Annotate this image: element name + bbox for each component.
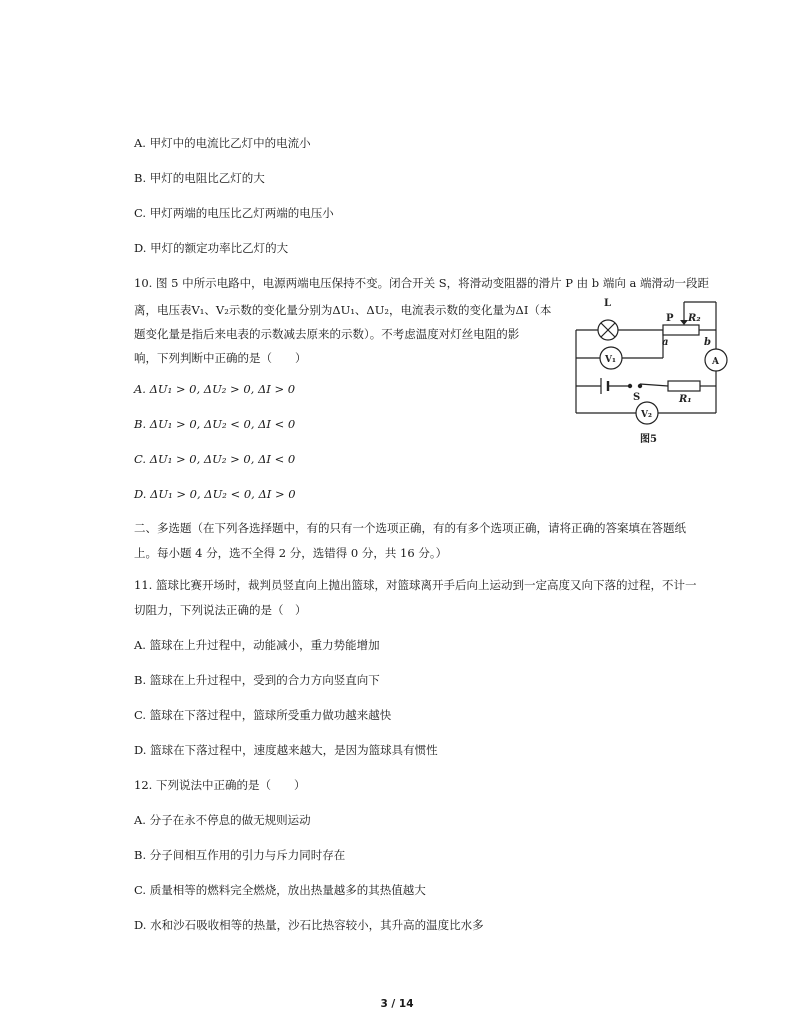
q9-option-d: D. 甲灯的额定功率比乙灯的大 (134, 241, 289, 255)
q9-option-c: C. 甲灯两端的电压比乙灯两端的电压小 (134, 206, 334, 220)
label-s: S (633, 392, 641, 403)
switch-s-symbol (628, 384, 641, 387)
q10-stem-line2: 离，电压表V₁、V₂示数的变化量分别为ΔU₁、ΔU₂，电流表示数的变化量为ΔI（本 (134, 303, 552, 317)
label-b: b (704, 337, 711, 348)
figure-caption: 图5 (640, 434, 657, 445)
q11-option-a: A. 篮球在上升过程中，动能减小，重力势能增加 (134, 638, 380, 652)
label-r1: R₁ (679, 394, 692, 405)
q9-option-b: B. 甲灯的电阻比乙灯的大 (134, 171, 265, 185)
label-r2: R₂ (688, 313, 701, 324)
q10-stem-line4: 响，下列判断中正确的是（ ） (134, 351, 307, 365)
q11-stem-line1: 11. 篮球比赛开场时，裁判员竖直向上抛出篮球，对篮球离开手后向上运动到一定高度又向下落的过程，不计一 (134, 578, 697, 592)
page-number: 3 / 14 (380, 998, 414, 1010)
battery-symbol (601, 378, 608, 394)
q12-option-a: A. 分子在永不停息的做无规则运动 (134, 813, 311, 827)
circuit-diagram-figure5 (568, 292, 728, 452)
q12-option-d: D. 水和沙石吸收相等的热量，沙石比热容较小，其升高的温度比水多 (134, 918, 484, 932)
q11-option-b: B. 篮球在上升过程中，受到的合力方向竖直向下 (134, 673, 380, 687)
q10-stem-line3: 题变化量是指后来电表的示数减去原来的示数）。不考虑温度对灯丝电阻的影 (134, 327, 520, 341)
section2-header-line1: 二、多选题（在下列各选择题中，有的只有一个选项正确，有的有多个选项正确，请将正确的答案填在答题纸 (134, 521, 686, 535)
q10-stem-line1: 10. 图 5 中所示电路中，电源两端电压保持不变。闭合开关 S，将滑动变阻器的滑片 P 由 b 端向 a 端滑动一段距 (134, 276, 709, 290)
q12-stem: 12. 下列说法中正确的是（ ） (134, 778, 306, 792)
label-v2: V₂ (641, 410, 652, 420)
rheostat-r2 (663, 325, 699, 335)
q11-stem-line2: 切阻力，下列说法正确的是（ ） (134, 603, 307, 617)
resistor-r1 (668, 381, 700, 391)
section2-header-line2: 上。每小题 4 分，选不全得 2 分，选错得 0 分，共 16 分。） (134, 546, 448, 560)
q11-option-d: D. 篮球在下落过程中，速度越来越大，是因为篮球具有惯性 (134, 743, 438, 757)
q10-option-a: A. ΔU₁ > 0, ΔU₂ > 0, ΔI > 0 (134, 382, 296, 396)
q11-option-c: C. 篮球在下落过程中，篮球所受重力做功越来越快 (134, 708, 392, 722)
slider-p-arrow (680, 312, 688, 325)
q10-option-d: D. ΔU₁ > 0, ΔU₂ < 0, ΔI > 0 (134, 487, 296, 501)
q10-option-c: C. ΔU₁ > 0, ΔU₂ > 0, ΔI < 0 (134, 452, 296, 466)
q12-option-b: B. 分子间相互作用的引力与斥力同时存在 (134, 848, 346, 862)
label-a: a (662, 337, 669, 348)
label-v1: V₁ (605, 355, 616, 365)
label-p: P (666, 313, 674, 324)
lamp-symbol (598, 320, 618, 340)
q12-option-c: C. 质量相等的燃料完全燃烧，放出热量越多的其热值越大 (134, 883, 426, 897)
label-ammeter: A (712, 357, 719, 367)
q9-option-a: A. 甲灯中的电流比乙灯中的电流小 (134, 136, 311, 150)
label-l: L (604, 298, 612, 309)
q10-option-b: B. ΔU₁ > 0, ΔU₂ < 0, ΔI < 0 (134, 417, 296, 431)
